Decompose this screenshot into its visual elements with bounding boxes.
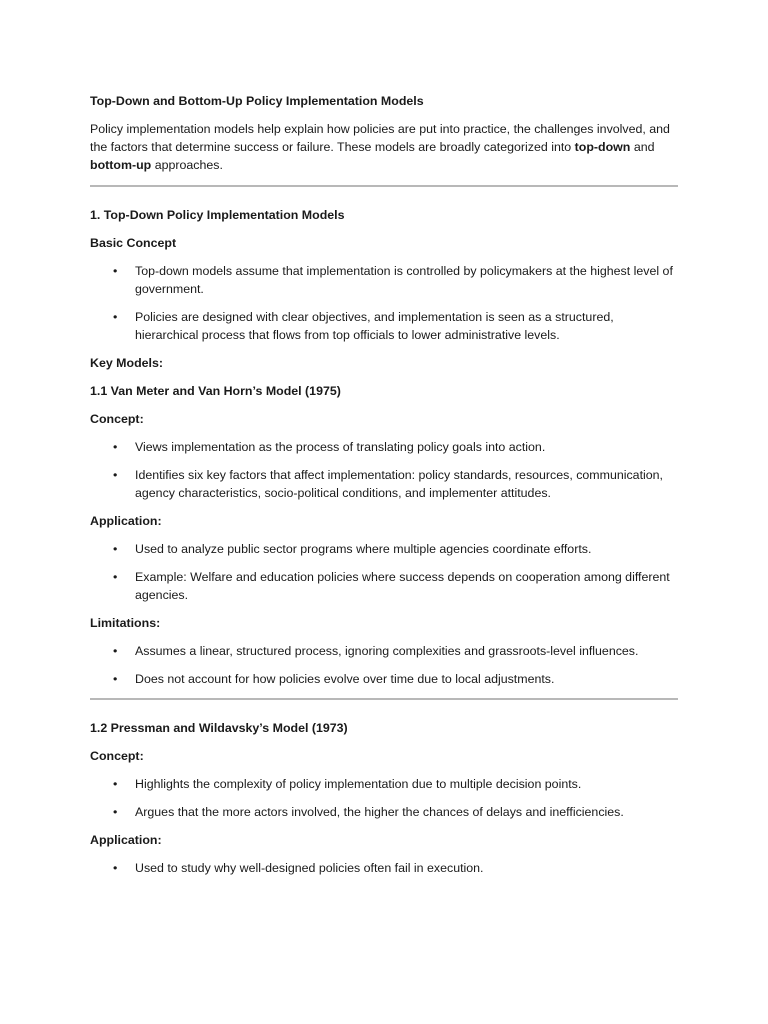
intro-bold-top-down: top-down bbox=[574, 140, 631, 154]
concept-list bbox=[90, 438, 680, 502]
concept-label: Concept: bbox=[90, 412, 144, 426]
horizontal-rule bbox=[90, 185, 678, 187]
intro-bold-bottom-up: bottom-up bbox=[90, 158, 152, 172]
model-heading: 1.1 Van Meter and Van Horn’s Model (1975) bbox=[90, 384, 341, 398]
list-item: • Example: Welfare and education policies where success depends on cooperation among different agencies. bbox=[90, 568, 680, 604]
intro-paragraph bbox=[90, 120, 680, 174]
concept-label: Concept: bbox=[90, 749, 144, 763]
basic-concept-label: Basic Concept bbox=[90, 236, 177, 250]
list-item: • Identifies six key factors that affect implementation: policy standards, resources, communication, agency characteristics, socio-political conditions, and implementer attitudes. bbox=[90, 466, 680, 502]
application-label: Application: bbox=[90, 833, 162, 847]
concept-list bbox=[90, 775, 680, 821]
basic-concept-list bbox=[90, 262, 680, 344]
application-list bbox=[90, 540, 680, 604]
horizontal-rule bbox=[90, 698, 678, 700]
intro-text-2: and bbox=[630, 140, 655, 154]
limitations-list bbox=[90, 642, 680, 688]
document-page bbox=[90, 92, 680, 887]
limitations-label: Limitations: bbox=[90, 616, 161, 630]
list-item: • Used to analyze public sector programs where multiple agencies coordinate efforts. bbox=[90, 540, 680, 558]
list-item: • Top-down models assume that implementation is controlled by policymakers at the highest level of government. bbox=[90, 262, 680, 298]
list-item: • Used to study why well-designed policies often fail in execution. bbox=[90, 859, 680, 877]
list-item: • Assumes a linear, structured process, ignoring complexities and grassroots-level influences. bbox=[90, 642, 680, 660]
list-item: • Views implementation as the process of translating policy goals into action. bbox=[90, 438, 680, 456]
application-list bbox=[90, 859, 680, 877]
list-item: • Does not account for how policies evolve over time due to local adjustments. bbox=[90, 670, 680, 688]
model-heading: 1.2 Pressman and Wildavsky’s Model (1973) bbox=[90, 721, 348, 735]
intro-text-1: Policy implementation models help explain how policies are put into practice, the challenges involved, and the factors that determine success or failure. These models are broadly categorized into bbox=[90, 122, 670, 154]
intro-text-3: approaches. bbox=[151, 158, 223, 172]
key-models-label: Key Models: bbox=[90, 356, 163, 370]
application-label: Application: bbox=[90, 514, 162, 528]
list-item: • Highlights the complexity of policy implementation due to multiple decision points. bbox=[90, 775, 680, 793]
section-heading: 1. Top-Down Policy Implementation Models bbox=[90, 208, 345, 222]
list-item: • Argues that the more actors involved, the higher the chances of delays and inefficiencies. bbox=[90, 803, 680, 821]
document-title: Top-Down and Bottom-Up Policy Implementation Models bbox=[90, 94, 424, 108]
list-item: • Policies are designed with clear objectives, and implementation is seen as a structured, hierarchical process that flows from top officials to lower administrative levels. bbox=[90, 308, 680, 344]
